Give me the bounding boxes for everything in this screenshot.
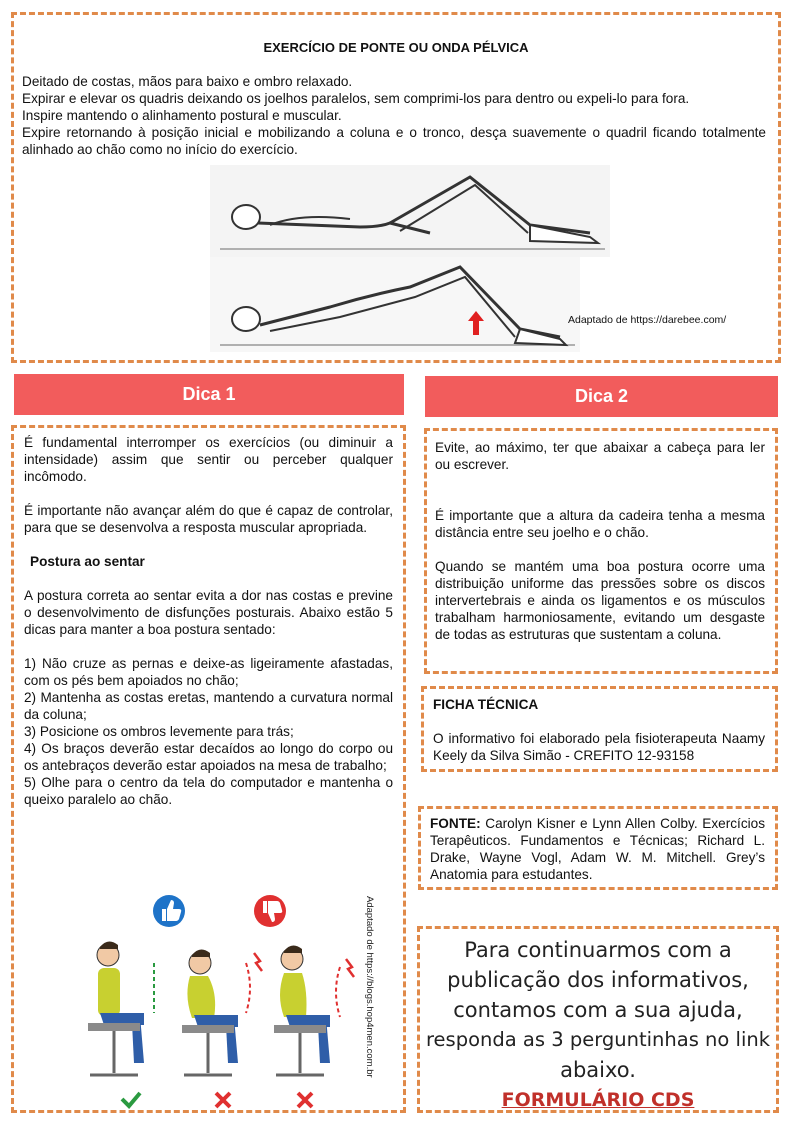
dica2-box bbox=[424, 428, 778, 674]
dica1-tip: 1) Não cruze as pernas e deixe-as ligeiramente afastadas, com os pés bem apoiados no chão; bbox=[24, 656, 393, 688]
thumbs-up-icon bbox=[153, 895, 185, 927]
ficha-text: O informativo foi elaborado pela fisioterapeuta Naamy Keely da Silva Simão - CREFITO 12-93158 bbox=[433, 731, 765, 763]
exercise-illustration-start bbox=[210, 165, 610, 257]
up-arrow-icon bbox=[468, 311, 484, 335]
dica1-tip: 2) Mantenha as costas eretas, mantendo a curvatura normal da coluna; bbox=[24, 690, 393, 722]
exercise-illustration-bridge bbox=[210, 257, 580, 352]
cross-icon bbox=[298, 1093, 312, 1107]
ficha-title: FICHA TÉCNICA bbox=[433, 697, 539, 712]
fonte-box bbox=[418, 806, 778, 890]
cta-line: abaixo. bbox=[560, 1058, 636, 1082]
posture-image-credit: Adaptado de https://blogs.hop4men.com.br bbox=[364, 896, 375, 1078]
posture-figure-correct bbox=[88, 941, 154, 1075]
cta-line: contamos com a sua ajuda, bbox=[453, 998, 743, 1022]
dica1-paragraph: É importante não avançar além do que é capaz de controlar, para que se desenvolva a resposta muscular apropriada. bbox=[24, 503, 393, 535]
dica2-paragraph: Evite, ao máximo, ter que abaixar a cabeça para ler ou escrever. bbox=[435, 440, 765, 472]
posture-figure-wrong-2 bbox=[274, 945, 354, 1075]
dica1-subtitle: Postura ao sentar bbox=[30, 554, 145, 569]
dica1-text bbox=[24, 434, 393, 808]
exercise-line: Expirar e elevar os quadris deixando os joelhos paralelos, sem comprimi-los para dentro ou expeli-lo para fora. bbox=[22, 91, 690, 106]
exercise-line: Expire retornando à posição inicial e mobilizando a coluna e o tronco, desça suavemente o quadril ficando totalmente alinhado ao chão como no início do exercício. bbox=[22, 125, 766, 157]
cta-text bbox=[424, 935, 772, 1115]
cta-line: publicação dos informativos, bbox=[447, 968, 749, 992]
exercise-title: EXERCÍCIO DE PONTE OU ONDA PÉLVICA bbox=[263, 40, 529, 55]
exercise-text bbox=[22, 73, 766, 158]
dica1-paragraph: É fundamental interromper os exercícios (ou diminuir a intensidade) assim que sentir ou perceber qualquer incômodo. bbox=[24, 435, 393, 484]
dica2-paragraph: É importante que a altura da cadeira tenha a mesma distância entre seu joelho e o chão. bbox=[435, 508, 765, 540]
exercise-box bbox=[11, 12, 781, 363]
dica2-heading: Dica 2 bbox=[425, 376, 778, 417]
cta-box bbox=[417, 926, 779, 1113]
cta-line: responda as 3 perguntinhas no link bbox=[425, 1028, 771, 1051]
cross-icon bbox=[216, 1093, 230, 1107]
fonte-label: FONTE: bbox=[430, 816, 481, 831]
exercise-image-credit: Adaptado de https://darebee.com/ bbox=[568, 314, 727, 326]
dica1-tip: 5) Olhe para o centro da tela do computador e mantenha o queixo paralelo ao chão. bbox=[24, 775, 393, 807]
dica1-tip: 3) Posicione os ombros levemente para trás; bbox=[24, 724, 294, 739]
fonte-body: Carolyn Kisner e Lynn Allen Colby. Exercícios Terapêuticos. Fundamentos e Técnicas; Richard L. Drake, Wayne Vogl, Adam W. M. Mitchell. Grey’s Anatomia para estudantes. bbox=[430, 816, 765, 882]
dica1-box bbox=[11, 425, 406, 1113]
check-icon bbox=[122, 1093, 140, 1106]
dica2-paragraph: Quando se mantém uma boa postura ocorre uma distribuição uniforme das pressões sobre os discos intervertebrais e ainda os ligamentos e os músculos trabalham harmoniosamente, evitando um desgaste de todas as estruturas que sustentam a coluna. bbox=[435, 559, 765, 642]
form-link[interactable]: FORMULÁRIO CDS bbox=[501, 1089, 695, 1111]
dica2-text bbox=[435, 439, 765, 643]
fonte-text bbox=[430, 815, 765, 883]
exercise-line: Deitado de costas, mãos para baixo e ombro relaxado. bbox=[22, 74, 353, 89]
posture-figure-wrong-1 bbox=[182, 949, 262, 1075]
dica1-heading: Dica 1 bbox=[14, 374, 404, 415]
dica1-paragraph: A postura correta ao sentar evita a dor nas costas e previne o desenvolvimento de disfunções posturais. Abaixo estão 5 dicas para manter a boa postura sentado: bbox=[24, 588, 393, 637]
cta-line: Para continuarmos com a bbox=[464, 938, 732, 962]
exercise-line: Inspire mantendo o alinhamento postural e muscular. bbox=[22, 108, 342, 123]
ficha-box bbox=[421, 686, 778, 772]
posture-illustration bbox=[50, 883, 380, 1113]
dica1-tip: 4) Os braços deverão estar decaídos ao longo do corpo ou os antebraços deverão estar apoiados na mesa de trabalho; bbox=[24, 741, 393, 773]
thumbs-down-icon bbox=[254, 895, 286, 927]
